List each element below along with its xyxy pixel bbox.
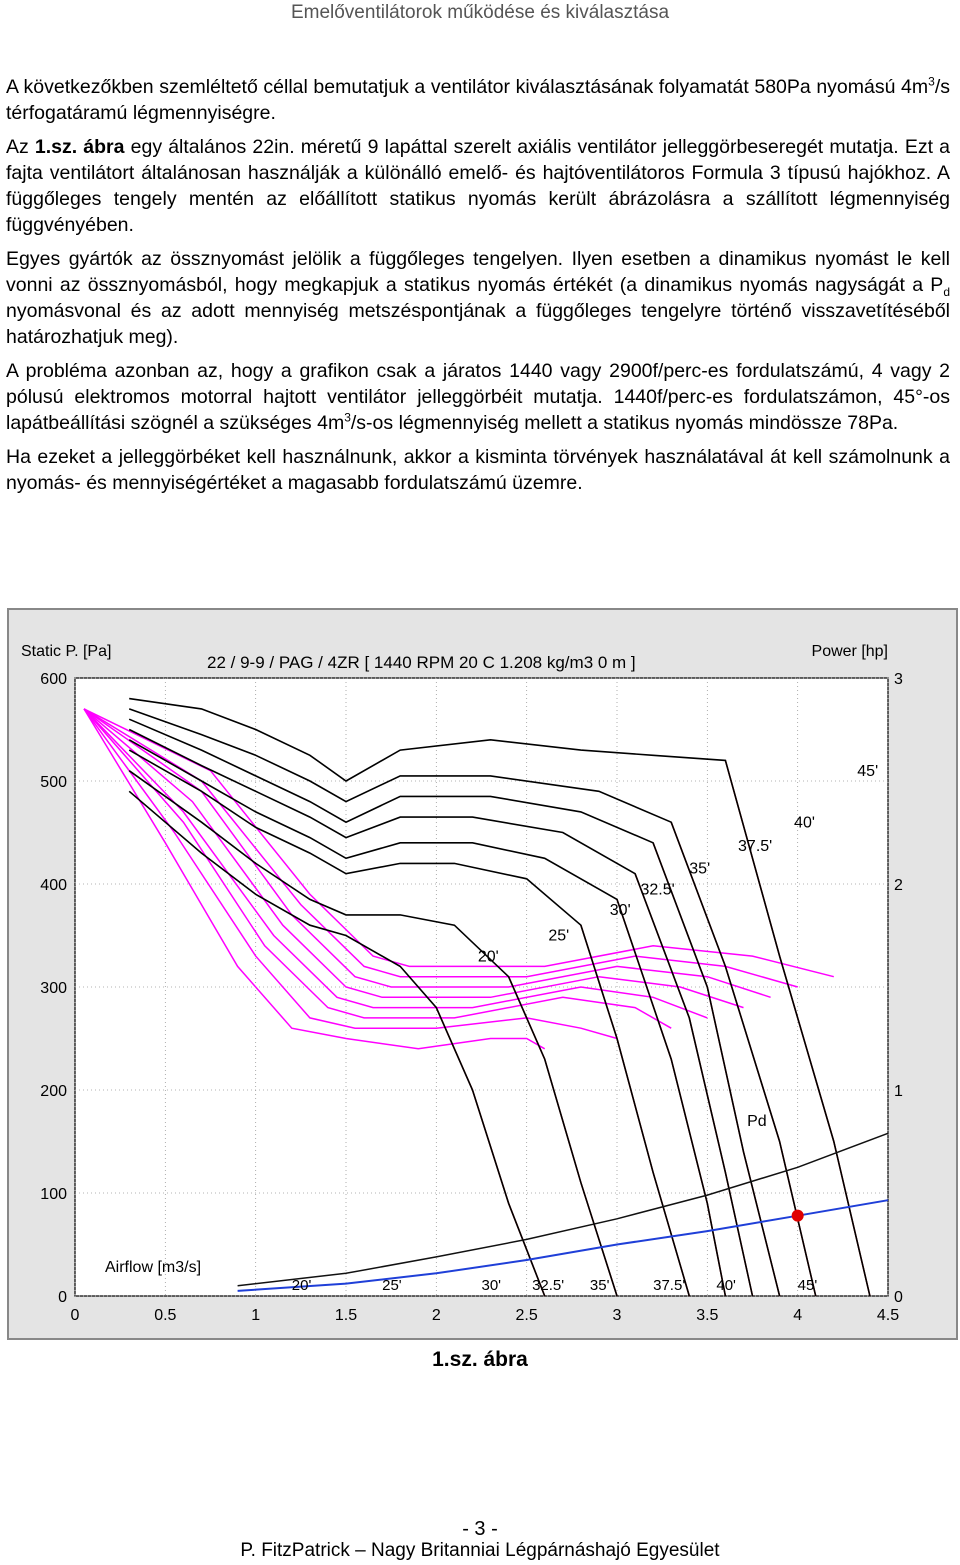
x-tick-label: 3.5: [696, 1307, 719, 1324]
bottom-angle-label: 25': [382, 1277, 402, 1294]
paragraph-5: Ha ezeket a jelleggörbéket kell használnunk, akkor a kisminta törvények használatával át kell számolnunk a nyomás- és mennyiségértéket a magasabb fordulatszámú üzemre.: [6, 446, 950, 494]
bottom-angle-label: 32.5': [532, 1277, 565, 1294]
bottom-angle-label: 40': [716, 1277, 736, 1294]
x-tick-label: 1: [251, 1307, 261, 1324]
x-tick-label: 0: [70, 1307, 80, 1324]
curve-angle-label: 37.5': [738, 838, 773, 856]
x-tick-label: 4: [793, 1307, 803, 1324]
running-header: Emelőventilátorok működése és kiválasztása: [290, 2, 670, 23]
y-tick-label: 500: [40, 774, 67, 791]
y-tick-label: 300: [40, 980, 67, 997]
y2-axis-title: Power [hp]: [811, 643, 888, 660]
paragraph-2: Az 1.sz. ábra egy általános 22in. méretű 9 lapáttal szerelt axiális ventilátor jelleggörbeseregét mutatja. Ezt a fajta ventilátort általánosan használják a különálló emelő- és hajtóventilátoros Formula 3 típusú hajókhoz. A függőleges tengely mentén az előállított statikus nyomás került ábrázolásra a szállított légmennyiség függvényében.: [6, 136, 950, 236]
curve-angle-label: 25': [548, 927, 570, 945]
bottom-angle-label: 20': [291, 1277, 312, 1294]
y2-tick-label: 0: [894, 1289, 903, 1306]
y2-tick-label: 2: [894, 877, 903, 894]
page-footer: P. FitzPatrick – Nagy Britanniai Légpárnáshajó Egyesület: [240, 1540, 720, 1561]
x-axis-title: Airflow [m3/s]: [105, 1259, 202, 1276]
paragraph-1: A következőkben szemléltető céllal bemutatjuk a ventilátor kiválasztásának folyamatát 580Pa nyomású $4m^3/s$ térfogatáramú légmennyiségre.: [6, 74, 950, 124]
page-number: - 3 -: [462, 1518, 498, 1540]
x-tick-label: 2: [431, 1307, 441, 1324]
y-tick-label: 200: [40, 1083, 67, 1100]
y-tick-label: 0: [58, 1289, 67, 1306]
curve-angle-label: 40': [794, 814, 815, 832]
fan-curve-chart: [9, 610, 956, 1338]
x-tick-label: 2.5: [515, 1307, 538, 1324]
y-axis-title: Static P. [Pa]: [21, 643, 112, 660]
y-tick-label: 600: [40, 671, 67, 688]
curve-angle-label: 20': [477, 948, 499, 966]
bottom-angle-label: 37.5': [653, 1277, 686, 1294]
curve-angle-label: 35': [689, 860, 711, 878]
body-text: [6, 74, 950, 504]
y2-tick-label: 1: [894, 1083, 903, 1100]
bottom-angle-label: 30': [481, 1277, 502, 1294]
curve-angle-label: 32.5': [640, 881, 675, 899]
paragraph-4: A probléma azonban az, hogy a grafikon csak a járatos 1440 vagy 2900f/perc-es fordulatszámú, 4 vagy 2 pólusú elektromos motorral hajtott ventilátor jelleggörbéit mutatja. 1440f/perc-es fordulatszámon, 45°-os lapátbeállítási szögnél a szükséges $4m^3/s-os$ légmennyiség mellett a statikus nyomás mindössze 78Pa.: [6, 360, 950, 434]
curve-angle-label: 45': [857, 762, 879, 780]
x-tick-label: 0.5: [154, 1307, 177, 1324]
y-tick-label: 100: [40, 1186, 67, 1203]
chart-title: 22 / 9-9 / PAG / 4ZR [ 1440 RPM 20 C 1.208 kg/m3 0 m ]: [207, 653, 636, 672]
x-tick-label: 1.5: [334, 1307, 358, 1324]
pd-label: Pd: [747, 1113, 767, 1131]
y2-tick-label: 3: [894, 671, 903, 688]
paragraph-3: Egyes gyártók az össznyomást jelölik a függőleges tengelyen. Ilyen esetben a dinamikus nyomást le kell vonni az össznyomásból, hogy megkapjuk a statikus nyomás értékét (a dinamikus nyomás nagyságát a $P_d$ nyomásvonal és az adott mennyiség metszéspontjának a függőleges tengelyre történő visszavetítéséből határozhatjuk meg).: [6, 248, 950, 348]
x-tick-label: 4.5: [876, 1307, 900, 1324]
bottom-angle-label: 35': [589, 1277, 610, 1294]
x-tick-label: 3: [612, 1307, 622, 1324]
fan-curve-figure: [7, 608, 958, 1340]
curve-angle-label: 30': [609, 901, 631, 919]
bottom-angle-label: 45': [797, 1277, 818, 1294]
figure-caption: 1.sz. ábra: [432, 1348, 528, 1371]
y-tick-label: 400: [40, 877, 67, 894]
operating-point: [792, 1210, 804, 1222]
